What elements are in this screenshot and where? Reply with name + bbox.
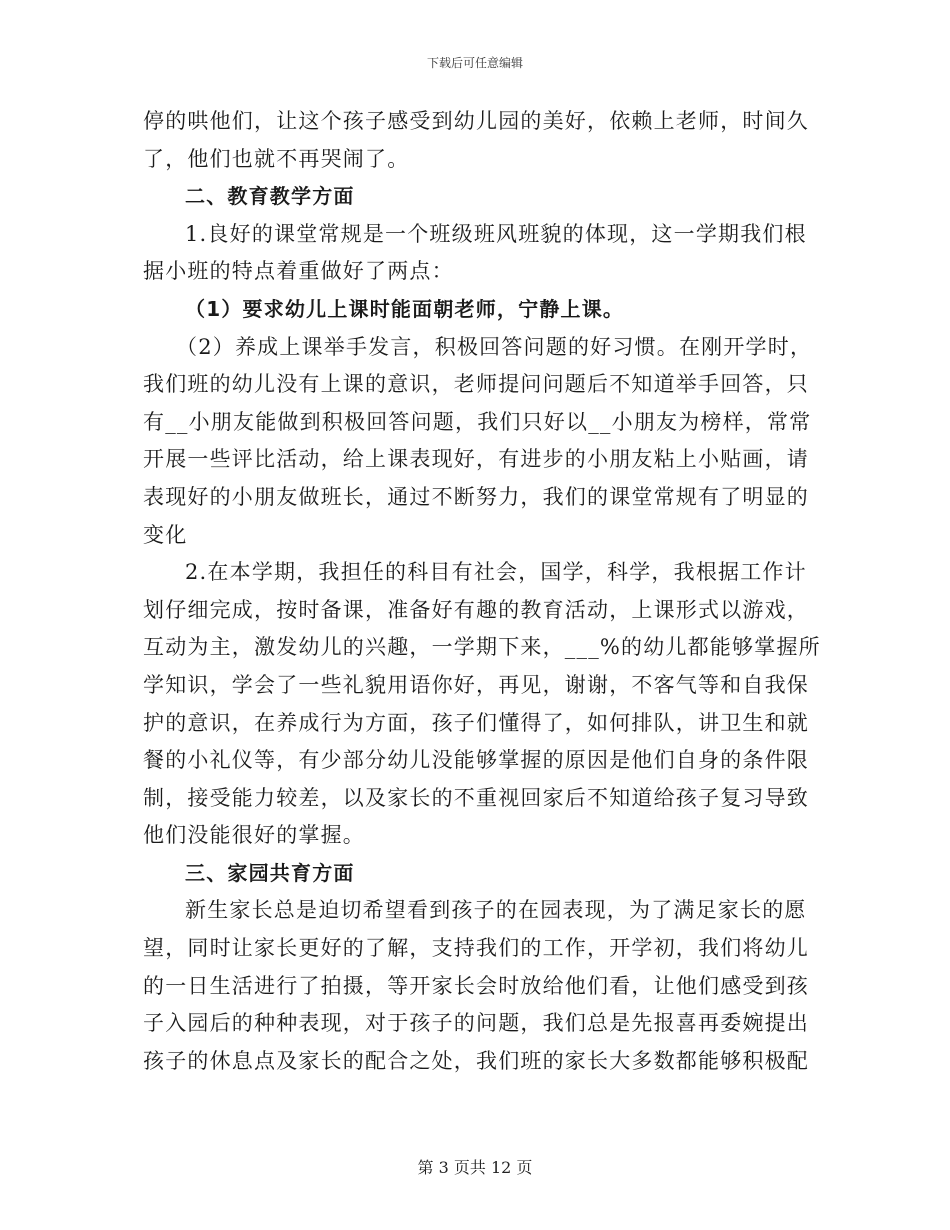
paragraph-line: 停的哄他们，让这个孩子感受到幼儿园的美好，依赖上老师，时间久: [143, 109, 809, 133]
paragraph-line: 互动为主，激发幼儿的兴趣，一学期下来，___%的幼儿都能够掌握所: [143, 635, 821, 660]
paragraph-line: 表现好的小朋友做班长，通过不断努力，我们的课堂常规有了明显的: [143, 484, 809, 509]
section-heading: 三、家园共育方面: [185, 860, 355, 885]
paragraph-line: 据小班的特点着重做好了两点：: [143, 259, 454, 284]
paragraph-line: 我们班的幼儿没有上课的意识，老师提问问题后不知道举手回答，只: [143, 372, 809, 397]
paragraph-line: 1.良好的课堂常规是一个班级班风班貌的体现，这一学期我们根: [185, 221, 807, 246]
paragraph-line: 了，他们也就不再哭闹了。: [143, 146, 410, 171]
paragraph-line: 2.在本学期，我担任的科目有社会，国学，科学，我根据工作计: [185, 560, 807, 585]
paragraph-line: 望，同时让家长更好的了解，支持我们的工作，开学初，我们将幼儿: [143, 936, 809, 961]
page-header: 下载后可任意编辑: [426, 56, 523, 70]
paragraph-line: 护的意识，在养成行为方面，孩子们懂得了，如何排队，讲卫生和就: [143, 710, 809, 735]
paragraph-line: 开展一些评比活动，给上课表现好，有进步的小朋友粘上小贴画，请: [143, 447, 809, 472]
paragraph-line: 孩子的休息点及家长的配合之处，我们班的家长大多数都能够积极配: [143, 1048, 809, 1073]
document-body: [143, 103, 821, 1080]
paragraph-line: 新生家长总是迫切希望看到孩子的在园表现，为了满足家长的愿: [185, 898, 807, 923]
paragraph-line: 有__小朋友能做到积极回答问题，我们只好以__小朋友为榜样，常常: [143, 409, 812, 434]
paragraph-line: 餐的小礼仪等，有少部分幼儿没能够掌握的原因是他们自身的条件限: [143, 748, 809, 773]
paragraph-line: 学知识，学会了一些礼貌用语你好，再见，谢谢，不客气等和自我保: [143, 672, 809, 697]
paragraph-line: 的一日生活进行了拍摄，等开家长会时放给他们看，让他们感受到孩: [143, 973, 809, 998]
paragraph-line: （2）养成上课举手发言，积极回答问题的好习惯。在刚开学时，: [176, 334, 813, 359]
section-heading: 二、教育教学方面: [185, 184, 355, 209]
paragraph-line: 子入园后的种种表现，对于孩子的问题，我们总是先报喜再委婉提出: [143, 1011, 809, 1036]
paragraph-line: 制，接受能力较差，以及家长的不重视回家后不知道给孩子复习导致: [143, 785, 809, 810]
paragraph-line: 他们没能很好的掌握。: [143, 823, 365, 848]
paragraph-line: 划仔细完成，按时备课，准备好有趣的教育活动，上课形式以游戏，: [143, 597, 809, 622]
page-footer: 第 3 页共 12 页: [417, 1158, 533, 1177]
bold-item-line: （1）要求幼儿上课时能面朝老师，宁静上课。: [185, 296, 625, 321]
paragraph-line: 变化: [143, 522, 188, 547]
